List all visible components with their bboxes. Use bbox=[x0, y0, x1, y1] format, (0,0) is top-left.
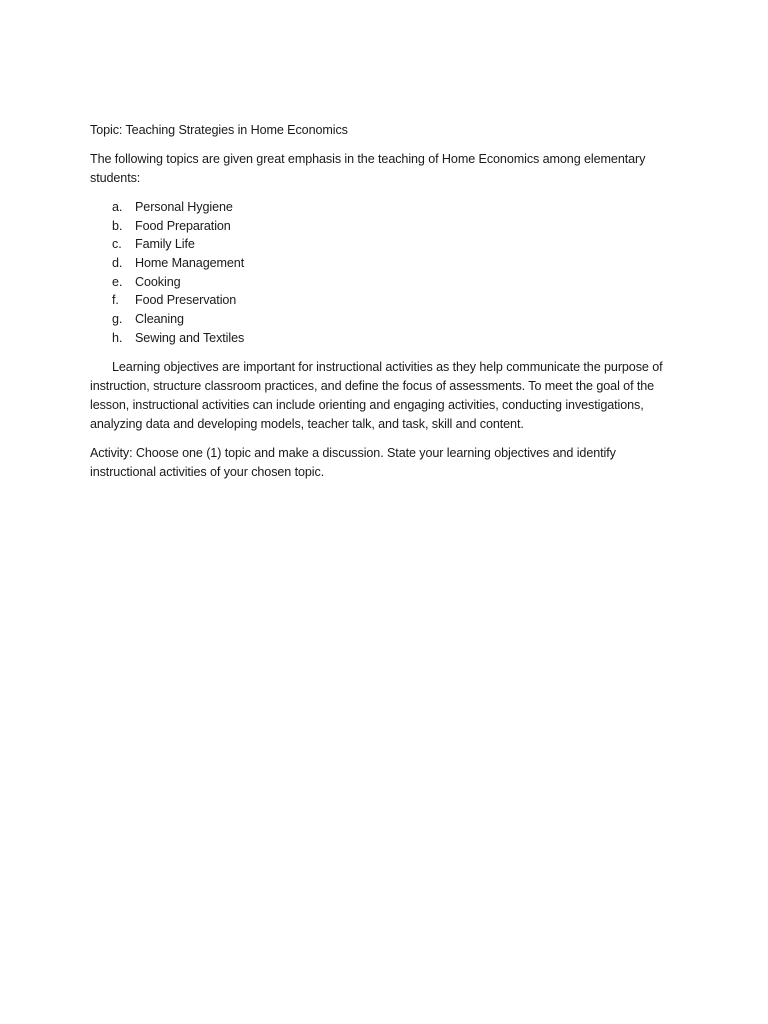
document-body bbox=[90, 121, 680, 492]
list-item bbox=[90, 310, 680, 329]
list-marker: f. bbox=[112, 293, 119, 308]
list-item-label: Cooking bbox=[135, 274, 181, 289]
list-item bbox=[90, 254, 680, 273]
list-item bbox=[90, 329, 680, 348]
activity-paragraph: Activity: Choose one (1) topic and make a discussion. State your learning objectives and identify instructional activities of your chosen topic. bbox=[90, 445, 616, 479]
list-item-label: Food Preservation bbox=[135, 293, 237, 308]
list-item bbox=[90, 235, 680, 254]
list-item bbox=[90, 198, 680, 217]
list-marker: h. bbox=[112, 330, 123, 345]
list-item bbox=[90, 291, 680, 310]
topic-heading: Topic: Teaching Strategies in Home Economics bbox=[90, 123, 348, 137]
list-marker: g. bbox=[112, 312, 123, 327]
list-item-label: Personal Hygiene bbox=[135, 200, 233, 214]
list-item-label: Family Life bbox=[135, 237, 195, 252]
list-marker: e. bbox=[112, 274, 123, 289]
topic-list bbox=[90, 198, 680, 348]
list-item-label: Food Preparation bbox=[135, 218, 231, 233]
intro-paragraph: The following topics are given great emphasis in the teaching of Home Economics among elementary students: bbox=[90, 152, 646, 185]
list-marker: c. bbox=[112, 237, 122, 252]
list-item-label: Cleaning bbox=[135, 312, 184, 327]
list-marker: b. bbox=[112, 218, 123, 233]
list-item-label: Sewing and Textiles bbox=[135, 330, 245, 345]
list-item bbox=[90, 273, 680, 292]
list-item bbox=[90, 217, 680, 236]
objectives-paragraph: Learning objectives are important for instructional activities as they help communicate the purpose of instruction, structure classroom practices, and define the focus of assessments. To meet the goal of the lesson, instructional activities can include orienting and engaging activities, conducting investigations, analyzing data and developing models, teacher talk, and task, skill and content. bbox=[90, 359, 663, 431]
list-marker: a. bbox=[112, 200, 123, 214]
list-marker: d. bbox=[112, 256, 123, 271]
list-item-label: Home Management bbox=[135, 256, 245, 271]
